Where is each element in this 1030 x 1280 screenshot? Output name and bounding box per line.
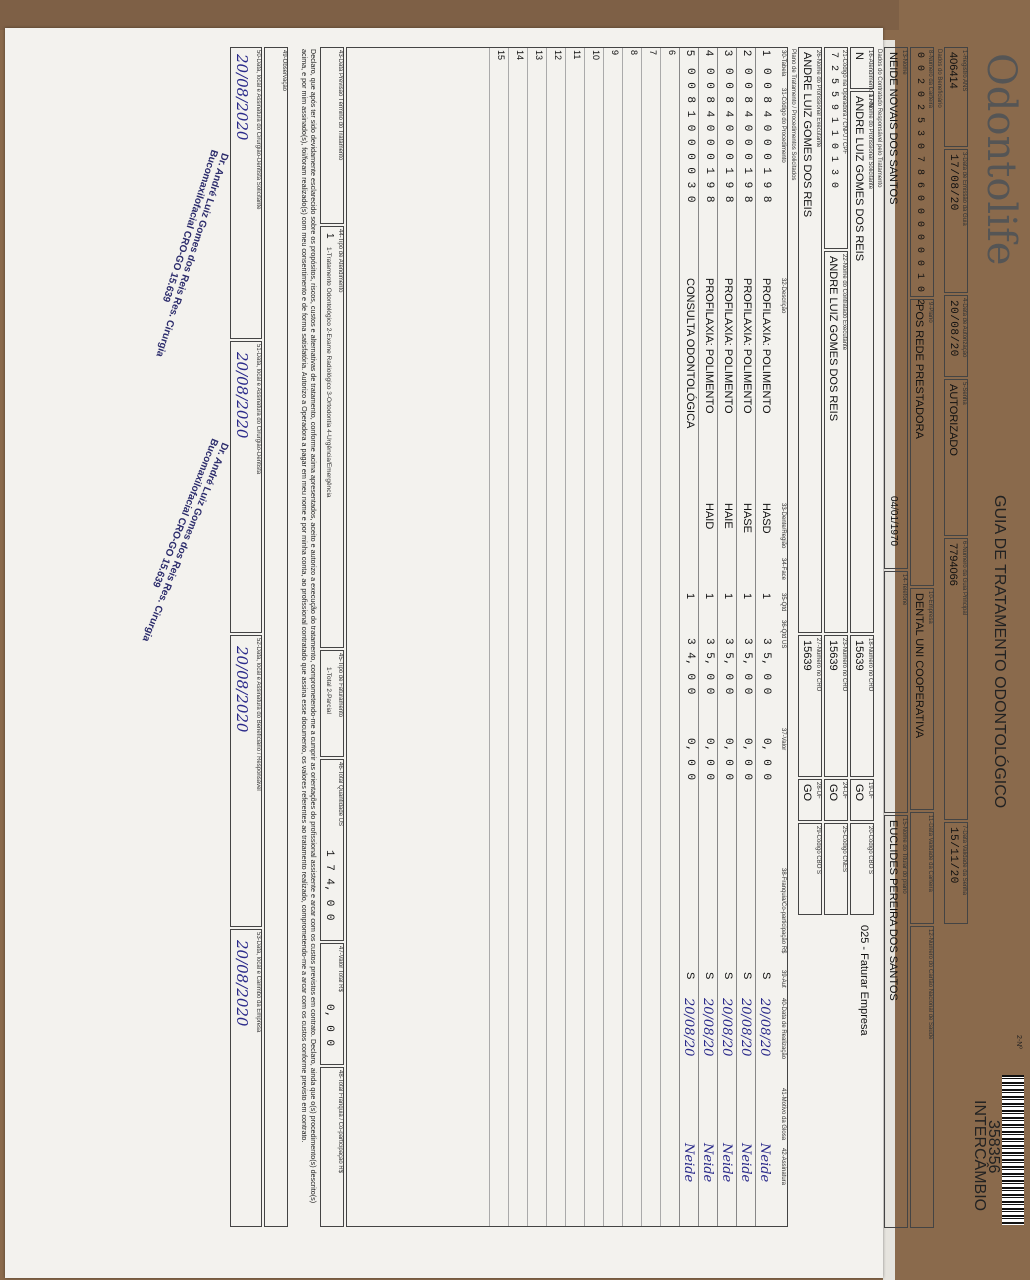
- carteira-box: [910, 47, 934, 306]
- cro-prof-value: 15639: [801, 640, 813, 671]
- row-number: 4: [703, 50, 715, 57]
- empty-table-row: [603, 48, 623, 1226]
- prof-executante-box: [798, 47, 822, 633]
- telefone-box: [884, 571, 908, 813]
- guide-type: INTERCÂMBIO: [971, 1100, 988, 1212]
- procedure-valor: 0, 0 0: [722, 738, 734, 781]
- row-number: 3: [722, 50, 734, 57]
- validade-carteira-box: [910, 812, 934, 924]
- procedure-description: PROFILAXIA: POLIMENTO: [722, 278, 734, 414]
- data-emissao-label: 3-Data de Emissão da Guia: [961, 152, 967, 226]
- cbo-prof-label: 29-Código CBO S: [815, 826, 821, 875]
- uf-prof-label: 28-UF: [815, 782, 821, 799]
- row-number: 14: [515, 50, 525, 61]
- cro-prof-label: 27-Número no CRO: [815, 638, 821, 692]
- procedure-code: 0 0 8 4 0 0 0 1 9 8: [760, 68, 772, 203]
- copy-mark: 2-Nº: [1015, 1035, 1022, 1049]
- data-emissao-box: [944, 149, 968, 293]
- procedure-qtd: 1: [684, 593, 696, 600]
- procedure-description: PROFILAXIA: POLIMENTO: [760, 278, 772, 414]
- uf-exec-label: 24-UF: [841, 782, 847, 799]
- uf-box: [850, 779, 874, 821]
- rn-label: 16-Atendimento a RN: [867, 50, 873, 108]
- sig-cirurgiao-label: 50-Data, local e Assinatura do Cirurgião-Dentista Solicitante: [255, 50, 261, 210]
- dentist-stamp-1: Dr. André Luiz Gomes dos Reis Res. Cirurgia Bucomaxilofacial CRO-GO 15.639: [153, 148, 230, 359]
- procedures-table: [346, 47, 788, 1227]
- registro-ans-box: [944, 47, 968, 147]
- procedure-us: 3 5, 0 0: [741, 638, 753, 695]
- solicitante-box: [850, 91, 874, 633]
- registro-ans-value: 406414: [947, 52, 959, 89]
- data-autorizacao-label: 4-Data de Autorização: [961, 298, 967, 358]
- empty-table-row: [622, 48, 642, 1226]
- procedure-us: 3 5, 0 0: [760, 638, 772, 695]
- cro-exec-box: [824, 635, 848, 777]
- observacao-label: 49-Observação: [281, 50, 287, 92]
- carteira-value: 0 0 2 0 2 5 3 0 7 8 6 0 0 0 0 0 0 1 0 2: [914, 52, 925, 306]
- tipo-faturamento-label: 45-Tipo de Faturamento: [337, 653, 343, 718]
- valor-total-label: 47-Valor Total R$: [337, 946, 343, 992]
- col-dente: 33-Dente/Região: [780, 503, 786, 549]
- plano-box: [910, 299, 934, 586]
- dentist-stamp-2: Dr. André Luiz Gomes dos Reis Res. Cirurgia Bucomaxilofacial CRO-GO 15.639: [139, 436, 230, 644]
- uf-value: GO: [853, 784, 865, 802]
- sig-cirurgiao-box: [230, 47, 262, 339]
- procedure-signature: Neide: [700, 1143, 715, 1183]
- nome-value: NEIDE NOVAIS DOS SANTOS: [887, 52, 899, 205]
- tipo-faturamento-options: 1-Total 2-Parcial: [325, 667, 332, 714]
- cbo-prof-box: [798, 823, 822, 915]
- procedure-qtd: 1: [703, 593, 715, 600]
- procedure-description: PROFILAXIA: POLIMENTO: [703, 278, 715, 414]
- procedure-date: 20/08/20: [719, 998, 734, 1057]
- cnes-box: [824, 823, 848, 915]
- section-beneficiario: Dados do Beneficiário: [936, 49, 942, 108]
- logo: Odontolife: [978, 53, 1024, 266]
- procedure-region: HASE: [741, 503, 753, 533]
- data-emissao-value: 17/08/20: [947, 154, 959, 211]
- validade-senha-label: 7-Data Validade da Senha: [961, 825, 967, 895]
- guide-number: 358356: [985, 1120, 1002, 1174]
- total-franquia-box: [320, 1067, 344, 1227]
- codigo-operadora-value: 7 2 5 5 9 1 1 0 1 3 0: [828, 52, 839, 189]
- senha-label: 5-Senha: [961, 382, 967, 405]
- row-number: 9: [610, 50, 620, 56]
- nascimento-value: 04/01/1970: [888, 496, 899, 547]
- carteira-label: 8-Número da Carteira: [927, 50, 933, 109]
- procedure-us: 3 4, 0 0: [684, 638, 696, 695]
- empresa-label: 10-Empresa: [927, 591, 933, 624]
- codigo-operadora-label: 21-Código na Operadora / CNPJ / CPF: [841, 50, 847, 155]
- empty-table-row: [527, 48, 547, 1226]
- procedure-valor: 0, 0 0: [760, 738, 772, 781]
- col-assinatura: 42-Assinatura: [780, 1148, 786, 1186]
- empty-table-row: [508, 48, 528, 1226]
- valor-total-value: 0, 0 0: [323, 1004, 335, 1047]
- tipo-atendimento-options: 1-Tratamento Odontológico 2-Exame Radiológico 3-Ortodontia 4-Urgência/Emergência: [325, 247, 332, 498]
- procedure-code: 0 0 8 4 0 0 0 1 9 8: [703, 68, 715, 203]
- cro-value: 15639: [853, 640, 865, 671]
- procedure-qtd: 1: [722, 593, 734, 600]
- tipo-atendimento-box: [320, 226, 344, 648]
- col-data-realizacao: 40-Data de Realização: [780, 998, 786, 1060]
- procedure-region: HAIE: [722, 503, 734, 529]
- telefone-label: 14-Telefone: [901, 574, 907, 606]
- declaration-text: Declaro, que após ter sido devidamente esclarecido sobre os propósitos, riscos, custos e alternativas de tratamento, conforme acima apresentados, aceito e autorizo a execução do tratamento, comprometendo-me a cumprir as orientações do profissional assistente e arcar com os custos previstos em contrato. Declaro, ainda que o(s) procedimento(s) descrito(s) acima, e por mim assinado(s), foi/foram realizado(s) com meu consentimento e de forma satisfatória. Autorizo a Operadora a pagar em meu nome e por minha conta, ao profissional contratado que assina esse documento, os valores referentes ao tratamento realizado, comprometendo-me a arcar com os custos conforme previsto em contrato.: [300, 49, 318, 1204]
- sig-beneficiario-date: 20/08/2020: [233, 646, 251, 733]
- previsao-box: [320, 47, 344, 224]
- form-title: GUIA DE TRATAMENTO ODONTOLÓGICO: [991, 495, 1008, 809]
- contratado-box: [824, 251, 848, 633]
- procedure-valor: 0, 0 0: [741, 738, 753, 781]
- sig-beneficiario-label: 52-Data, local e Assinatura do Beneficiário / Responsável: [255, 638, 261, 791]
- barcode: [1002, 1075, 1024, 1225]
- cbo-box: [850, 823, 874, 915]
- uf-exec-box: [824, 779, 848, 821]
- uf-prof-value: GO: [801, 784, 813, 802]
- row-number: 10: [591, 50, 601, 61]
- nome-label: 13-Nome: [901, 50, 907, 75]
- total-us-value: 1 7 4, 0 0: [323, 850, 335, 922]
- titular-box: [884, 815, 908, 1228]
- procedure-us: 3 5, 0 0: [722, 638, 734, 695]
- solicitante-value: ANDRE LUIZ GOMES DOS REIS: [853, 96, 865, 262]
- plano-label: 9-Plano: [927, 302, 933, 323]
- procedure-code: 0 0 8 4 0 0 0 1 9 8: [741, 68, 753, 203]
- tipo-atendimento-label: 44-Tipo de Atendimento: [337, 229, 343, 293]
- uf-prof-box: [798, 779, 822, 821]
- senha-value: AUTORIZADO: [947, 384, 959, 456]
- procedure-date: 20/08/20: [700, 998, 715, 1057]
- sig-executante-label: 51-Data, local e Assinatura do Cirurgião-Dentista: [255, 344, 261, 475]
- procedure-us: 3 5, 0 0: [703, 638, 715, 695]
- procedure-region: HASD: [760, 503, 772, 534]
- contratado-value: ANDRE LUIZ GOMES DOS REIS: [827, 256, 839, 422]
- sig-empresa-label: 53-Data, local e Carimbo da Empresa: [255, 932, 261, 1033]
- cartao-nacional-label: 12-Número do Cartão Nacional de Saúde: [927, 929, 933, 1040]
- faturar-empresa: 025 - Faturar Empresa: [858, 925, 870, 1036]
- empty-table-row: [489, 48, 509, 1226]
- empty-table-row: [660, 48, 680, 1226]
- row-number: 13: [534, 50, 544, 61]
- contratado-label: 22-Nome do Contratado Executante: [841, 254, 847, 351]
- procedure-signature: Neide: [757, 1143, 772, 1183]
- observacao-box: [264, 47, 288, 1227]
- col-valor: 37-Valor: [780, 728, 786, 751]
- sig-empresa-box: [230, 929, 262, 1227]
- desk-background: [0, 0, 899, 30]
- tipo-faturamento-box: [320, 650, 344, 757]
- guia-principal-value: 7794066: [947, 543, 959, 586]
- col-codigo: 31-Código do Procedimento: [780, 88, 786, 163]
- prof-executante-value: ANDRE LUIZ GOMES DOS REIS: [801, 52, 813, 218]
- procedure-signature: Neide: [681, 1143, 696, 1183]
- row-number: 7: [648, 50, 658, 56]
- registro-ans-label: 1-Registro ANS: [961, 50, 967, 92]
- senha-box: [944, 379, 968, 536]
- empty-table-row: [546, 48, 566, 1226]
- procedure-date: 20/08/20: [738, 998, 753, 1057]
- uf-label: 19-UF: [867, 782, 873, 799]
- procedure-code: 0 0 8 4 0 0 0 1 9 8: [722, 68, 734, 203]
- tipo-atendimento-value: 1: [324, 233, 335, 239]
- procedure-aut: S: [760, 972, 772, 980]
- cnes-label: 25-Código CNES: [841, 826, 847, 873]
- col-descricao: 32-Descrição: [780, 278, 786, 314]
- validade-senha-value: 15/11/20: [947, 827, 959, 884]
- dental-treatment-guide-form: [139, 35, 1030, 1245]
- empty-table-row: [565, 48, 585, 1226]
- row-number: 2: [741, 50, 753, 57]
- data-autorizacao-value: 20/08/20: [947, 300, 959, 357]
- procedure-aut: S: [703, 972, 715, 980]
- row-number: 6: [667, 50, 677, 56]
- cro-exec-value: 15639: [827, 640, 839, 671]
- procedure-qtd: 1: [760, 593, 772, 600]
- rn-box: [850, 47, 874, 108]
- prof-executante-label: 26-Nome do Profissional Executante: [815, 50, 821, 148]
- col-franquia: 38-Franquia/Co-participação R$: [780, 868, 786, 954]
- uf-exec-value: GO: [827, 784, 839, 802]
- procedure-aut: S: [684, 972, 696, 980]
- procedure-description: CONSULTA ODONTOLÓGICA: [684, 278, 696, 429]
- cro-label: 18-Número no CRO: [867, 638, 873, 692]
- titular-value: EUCLIDES PEREIRA DOS SANTOS: [887, 820, 899, 1001]
- table-row: [736, 48, 756, 1226]
- empresa-box: [910, 588, 934, 810]
- validade-senha-box: [944, 822, 968, 924]
- procedure-valor: 0, 0 0: [703, 738, 715, 781]
- procedure-aut: S: [741, 972, 753, 980]
- section-contratado: Dados do Contratado Responsável pelo Tratamento: [876, 49, 882, 188]
- cro-box: [850, 635, 874, 777]
- empty-table-row: [641, 48, 661, 1226]
- procedure-aut: S: [722, 972, 734, 980]
- valor-total-box: [320, 943, 344, 1065]
- empty-table-row: [584, 48, 604, 1226]
- col-aut: 39-Aut: [780, 970, 786, 988]
- procedure-date: 20/08/20: [681, 998, 696, 1057]
- total-franquia-label: 48-Total Franquia / Co-participação R$: [337, 1070, 343, 1174]
- col-qtd: 35-Qtd: [780, 593, 786, 612]
- previsao-label: 43-Data Previsão Término do Tratamento: [337, 50, 343, 161]
- nome-box: [884, 47, 908, 569]
- table-row: [679, 48, 699, 1226]
- table-row: [717, 48, 737, 1226]
- row-number: 12: [553, 50, 563, 61]
- procedure-code: 0 0 8 1 0 0 0 0 3 0: [684, 68, 696, 203]
- rn-value: N: [853, 52, 865, 60]
- guia-principal-box: [944, 538, 968, 820]
- validade-carteira-label: 11-Data Validade da Carteira: [927, 815, 933, 892]
- empresa-value: DENTAL UNI COOPERATIVA: [913, 593, 925, 739]
- col-face: 34-Face: [780, 558, 786, 581]
- codigo-operadora-box: [824, 47, 848, 249]
- titular-label: 15-Nome do Titular do plano: [901, 818, 907, 894]
- table-row: [698, 48, 718, 1226]
- sig-executante-date: 20/08/2020: [233, 352, 251, 439]
- table-row: [755, 48, 775, 1226]
- row-number: 1: [760, 50, 772, 57]
- sig-cirurgiao-date: 20/08/2020: [233, 54, 251, 141]
- data-autorizacao-box: [944, 295, 968, 377]
- total-us-label: 46-Total Quantidade US: [337, 762, 343, 827]
- row-number: 11: [572, 50, 582, 60]
- cbo-label: 20-Código CBO S: [867, 826, 873, 875]
- procedure-qtd: 1: [741, 593, 753, 600]
- procedure-region: HAID: [703, 503, 715, 530]
- guia-principal-label: 6-Número da Guia Principal: [961, 541, 967, 616]
- col-glosa: 41-Motivo da Glosa: [780, 1088, 786, 1141]
- total-us-box: [320, 759, 344, 941]
- cro-exec-label: 23-Número no CRO: [841, 638, 847, 692]
- procedure-signature: Neide: [719, 1143, 734, 1183]
- cro-prof-box: [798, 635, 822, 777]
- procedure-description: PROFILAXIA: POLIMENTO: [741, 278, 753, 414]
- col-tabela: 30-Tabela: [780, 50, 786, 77]
- row-number: 15: [496, 50, 506, 61]
- col-qtd-us: 36-Qtd US: [780, 620, 786, 649]
- procedure-signature: Neide: [738, 1143, 753, 1183]
- cartao-nacional-box: [910, 926, 934, 1228]
- plano-value: POS REDE PRESTADORA: [913, 304, 925, 439]
- procedure-valor: 0, 0 0: [684, 738, 696, 781]
- section-procedimentos: Plano de Tratamento / Procedimentos Solicitados: [790, 49, 796, 181]
- procedure-date: 20/08/20: [757, 998, 772, 1057]
- row-number: 8: [629, 50, 639, 56]
- row-number: 5: [684, 50, 696, 57]
- solicitante-label: 17-Nome do Profissional Solicitante: [867, 94, 873, 190]
- sig-beneficiario-box: [230, 635, 262, 927]
- sig-executante-box: [230, 341, 262, 633]
- sig-empresa-date: 20/08/2020: [233, 940, 251, 1027]
